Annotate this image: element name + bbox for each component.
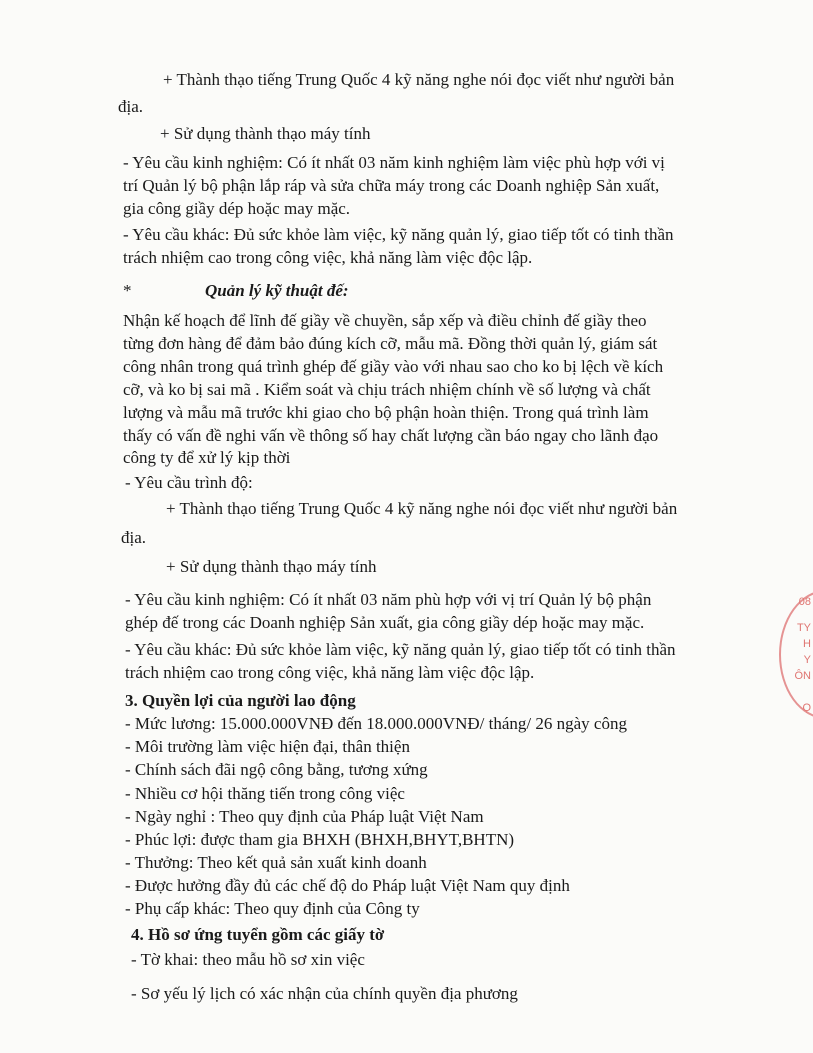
stamp-text: ÔN [794,670,811,682]
text-line: thấy có vấn đề nghi vấn về thông số hay chất lượng cần báo ngay cho lãnh đạo [123,426,659,445]
list-item: - Phúc lợi: được tham gia BHXH (BHXH,BHYT,BHTN) [125,830,515,849]
section-heading: Quản lý kỹ thuật đế: [205,281,349,300]
list-item: - Mức lương: 15.000.000VNĐ đến 18.000.000VNĐ/ tháng/ 26 ngày công [125,714,627,733]
text-line: địa. [121,528,147,547]
text-line: - Yêu cầu kinh nghiệm: Có ít nhất 03 năm phù hợp với vị trí Quản lý bộ phận [125,590,652,609]
section-heading: 3. Quyền lợi của người lao động [125,691,356,710]
text-line: từng đơn hàng để đảm bảo đúng kích cỡ, mẫu mã. Đồng thời quản lý, giám sát [123,334,658,353]
stamp-text: 08 [798,596,811,608]
list-item: - Phụ cấp khác: Theo quy định của Công ty [125,899,420,918]
list-item: - Chính sách đãi ngộ công bằng, tương xứng [125,760,428,779]
stamp-text: Ọ [802,702,811,714]
text-line: cỡ, và ko bị sai mã . Kiểm soát và chịu trách nhiệm chính về số lượng và chất [123,380,651,399]
section-heading: 4. Hồ sơ ứng tuyển gồm các giấy tờ [131,925,385,944]
stamp-text: H [803,638,811,650]
stamp-text: Y [803,654,811,666]
list-item: - Được hưởng đầy đủ các chế độ do Pháp luật Việt Nam quy định [125,876,570,895]
list-item: - Môi trường làm việc hiện đại, thân thiện [125,737,410,756]
bullet-star: * [123,281,132,300]
text-line: ghép đế trong các Doanh nghiệp Sản xuất, gia công giầy dép hoặc may mặc. [125,613,645,632]
text-line: trách nhiệm cao trong công việc, khả năng làm việc độc lập. [123,248,533,267]
text-line: + Thành thạo tiếng Trung Quốc 4 kỹ năng nghe nói đọc viết như người bản [163,70,675,89]
red-stamp [779,580,813,730]
text-line: trách nhiệm cao trong công việc, khả năng làm việc độc lập. [125,663,535,682]
text-line: công nhân trong quá trình ghép đế giầy vào với nhau sao cho ko bị lệch về kích [123,357,664,376]
text-line: công ty để xử lý kịp thời [123,448,291,467]
list-item: - Ngày nghỉ : Theo quy định của Pháp luật Việt Nam [125,807,484,826]
stamp-text: TY [796,622,811,634]
list-item: - Sơ yếu lý lịch có xác nhận của chính quyền địa phương [131,984,518,1003]
text-line: Nhận kế hoạch để lĩnh đế giầy về chuyền, sắp xếp và điều chỉnh đế giầy theo [123,311,647,330]
text-line: + Thành thạo tiếng Trung Quốc 4 kỹ năng nghe nói đọc viết như người bản [166,499,678,518]
list-item: - Tờ khai: theo mẫu hồ sơ xin việc [131,950,365,969]
list-item: - Nhiều cơ hội thăng tiến trong công việc [125,784,405,803]
text-line: - Yêu cầu trình độ: [125,473,253,492]
text-line: gia công giầy dép hoặc may mặc. [123,199,351,218]
text-line: + Sử dụng thành thạo máy tính [166,557,377,576]
list-item: - Thưởng: Theo kết quả sản xuất kinh doanh [125,853,427,872]
text-line: địa. [118,97,144,116]
text-line: + Sử dụng thành thạo máy tính [160,124,371,143]
text-line: - Yêu cầu khác: Đủ sức khỏe làm việc, kỹ năng quản lý, giao tiếp tốt có tinh thần [123,225,674,244]
text-line: - Yêu cầu kinh nghiệm: Có ít nhất 03 năm kinh nghiệm làm việc phù hợp với vị [123,153,665,172]
text-line: trí Quản lý bộ phận lắp ráp và sửa chữa máy trong các Doanh nghiệp Sản xuất, [123,176,660,195]
text-line: lượng và mẫu mã trước khi giao cho bộ phận hoàn thiện. Trong quá trình làm [123,403,649,422]
text-line: - Yêu cầu khác: Đủ sức khỏe làm việc, kỹ năng quản lý, giao tiếp tốt có tinh thần [125,640,676,659]
